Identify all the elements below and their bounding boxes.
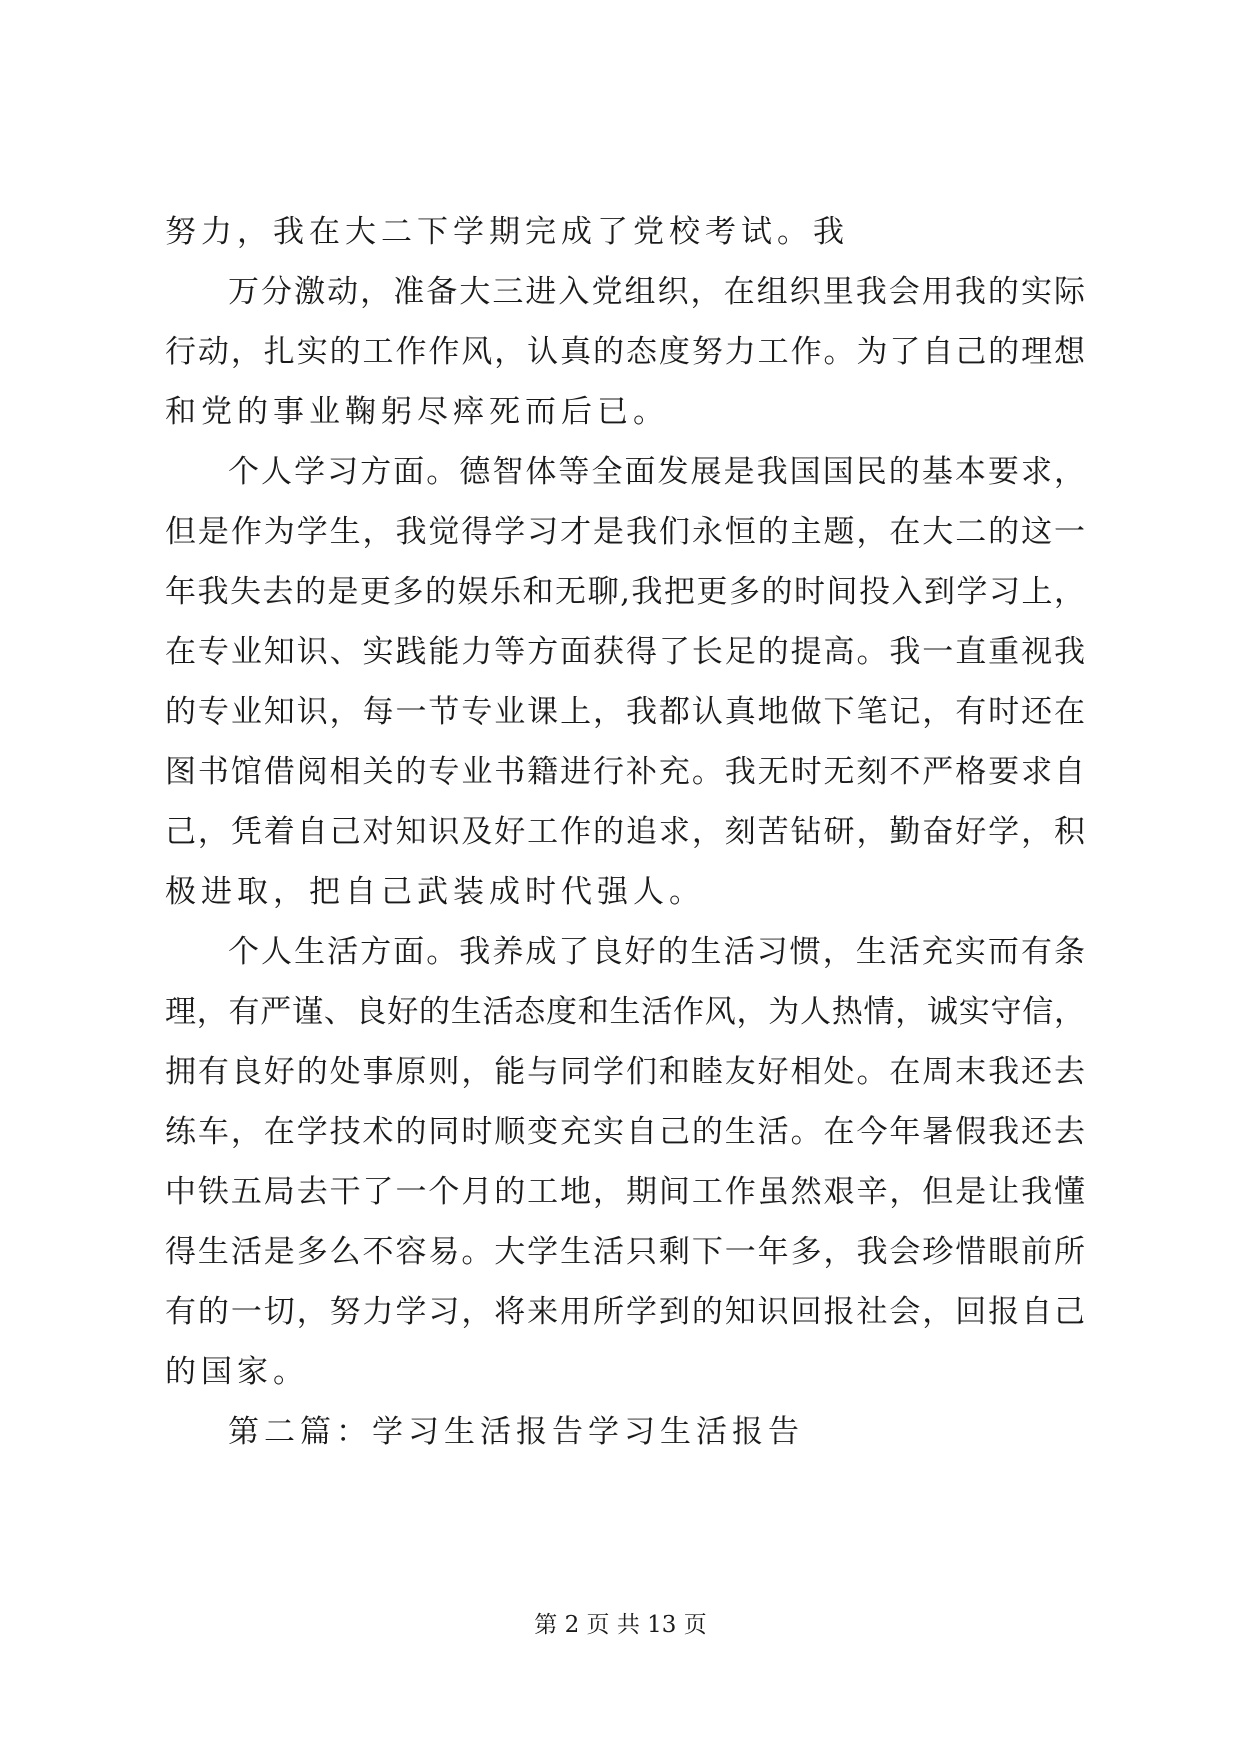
text-line: 在专业知识、实践能力等方面获得了长足的提高。我一直重视我 bbox=[165, 634, 1085, 670]
text-line: 中铁五局去干了一个月的工地，期间工作虽然艰辛，但是让我懂 bbox=[165, 1174, 1085, 1210]
text-line: 的国家。 bbox=[165, 1354, 309, 1390]
paragraph-first-line: 万分激动，准备大三进入党组织，在组织里我会用我的实际 bbox=[228, 274, 1085, 310]
text-line: 得生活是多么不容易。大学生活只剩下一年多，我会珍惜眼前所 bbox=[165, 1234, 1085, 1270]
text-line: 努力，我在大二下学期完成了党校考试。我 bbox=[165, 214, 849, 250]
text-line: 有的一切，努力学习，将来用所学到的知识回报社会，回报自己 bbox=[165, 1294, 1085, 1330]
paragraph-first-line: 个人生活方面。我养成了良好的生活习惯，生活充实而有条 bbox=[228, 934, 1085, 970]
text-line: 极进取，把自己武装成时代强人。 bbox=[165, 874, 705, 910]
text-line: 但是作为学生，我觉得学习才是我们永恒的主题，在大二的这一 bbox=[165, 514, 1085, 550]
text-line: 拥有良好的处事原则，能与同学们和睦友好相处。在周末我还去 bbox=[165, 1054, 1085, 1090]
paragraph-first-line: 个人学习方面。德智体等全面发展是我国国民的基本要求， bbox=[228, 454, 1085, 490]
section-heading: 第二篇：学习生活报告学习生活报告 bbox=[228, 1414, 804, 1450]
text-line: 行动，扎实的工作作风，认真的态度努力工作。为了自己的理想 bbox=[165, 334, 1085, 370]
text-line: 的专业知识，每一节专业课上，我都认真地做下笔记，有时还在 bbox=[165, 694, 1085, 730]
text-line: 理，有严谨、良好的生活态度和生活作风，为人热情，诚实守信， bbox=[165, 994, 1085, 1030]
text-line: 图书馆借阅相关的专业书籍进行补充。我无时无刻不严格要求自 bbox=[165, 754, 1085, 790]
text-line: 和党的事业鞠躬尽瘁死而后已。 bbox=[165, 394, 669, 430]
text-line: 练车，在学技术的同时顺变充实自己的生活。在今年暑假我还去 bbox=[165, 1114, 1085, 1150]
text-line: 年我失去的是更多的娱乐和无聊,我把更多的时间投入到学习上， bbox=[165, 574, 1085, 610]
text-line: 己，凭着自己对知识及好工作的追求，刻苦钻研，勤奋好学，积 bbox=[165, 814, 1085, 850]
page-number-footer: 第 2 页 共 13 页 bbox=[534, 1612, 707, 1638]
